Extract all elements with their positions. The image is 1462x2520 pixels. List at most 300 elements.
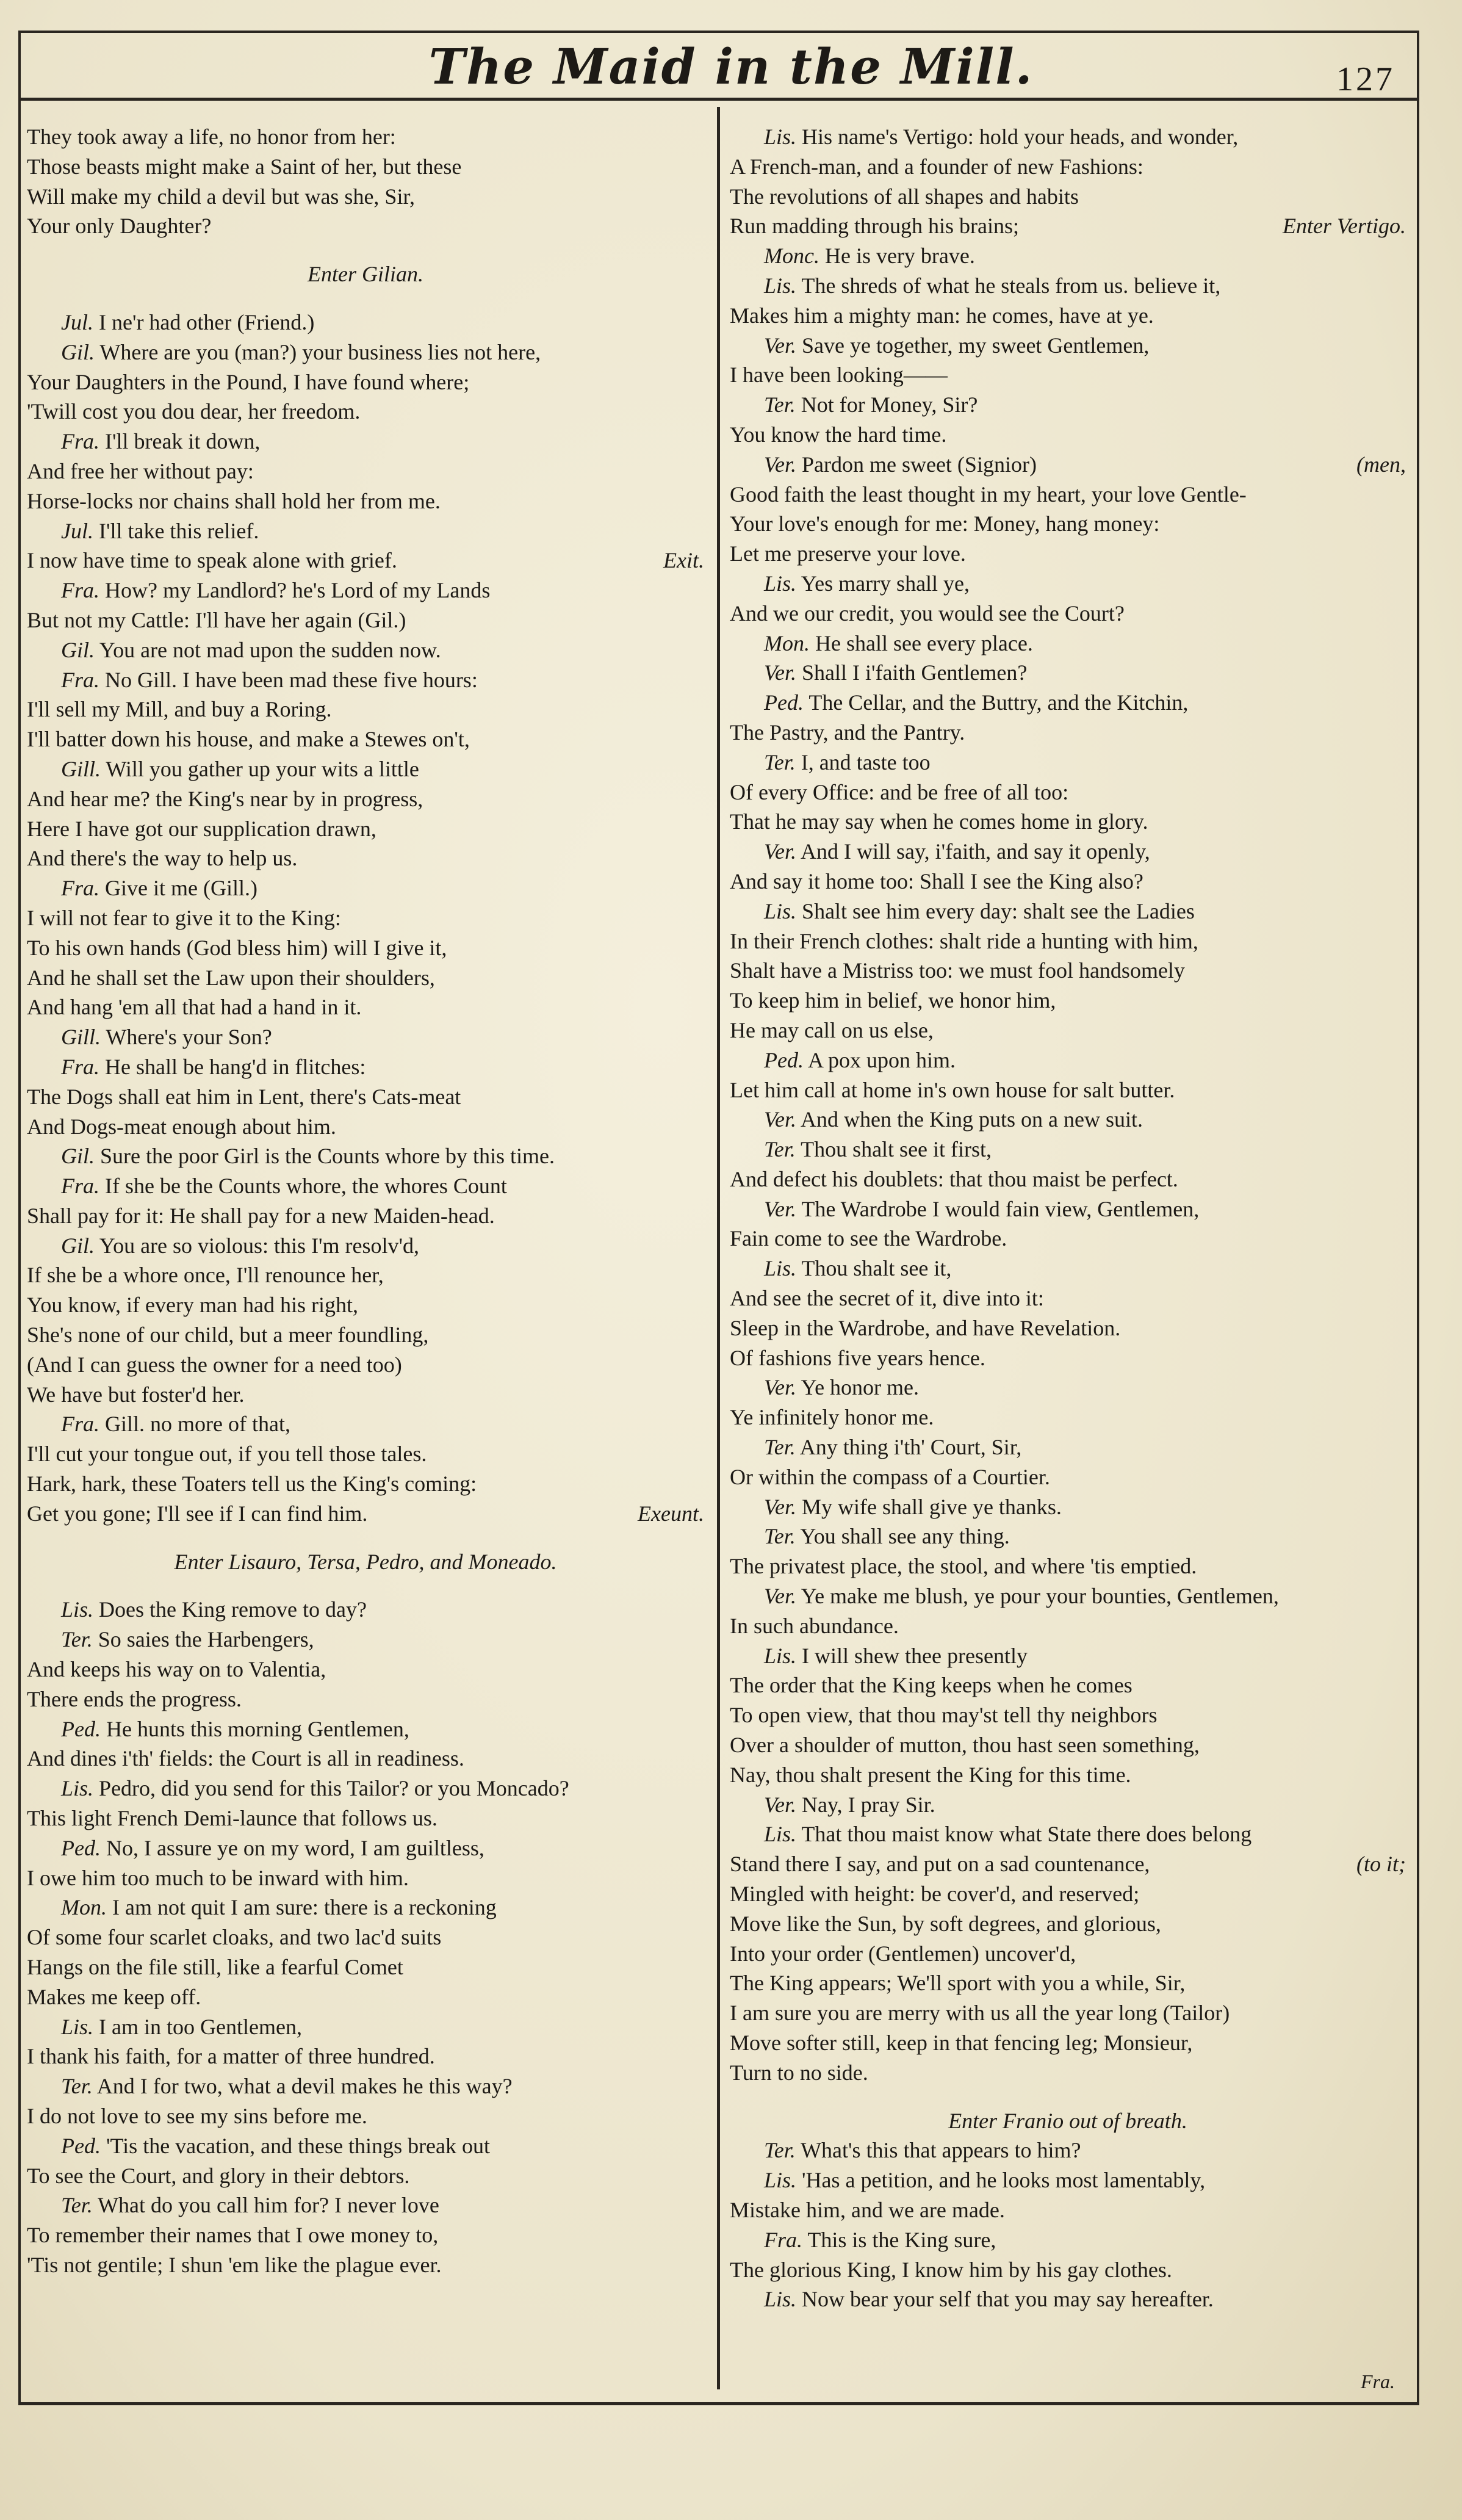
speech-line <box>27 873 704 903</box>
catchword: Fra. <box>1361 2370 1395 2392</box>
line-text: The Cellar, and the Buttry, and the Kitchin, <box>808 690 1189 715</box>
left-column <box>27 122 704 2280</box>
speaker-prefix: Mon. <box>764 630 810 655</box>
line-text: 'Has a petition, and he looks most lamentably, <box>802 2168 1206 2193</box>
verse-line <box>27 1082 704 1112</box>
speech-line <box>730 1522 1406 1551</box>
verse-line <box>27 182 704 212</box>
line-text: If she be the Counts whore, the whores Count <box>105 1174 507 1199</box>
verse-line <box>730 539 1406 569</box>
verse-line <box>27 1803 704 1833</box>
verse-line <box>730 1343 1406 1373</box>
verse-line <box>27 1982 704 2012</box>
line-text: My wife shall give ye thanks. <box>802 1494 1062 1519</box>
verse-line <box>730 1909 1406 1939</box>
verse-line <box>27 1290 704 1320</box>
verse-line <box>730 718 1406 748</box>
speaker-prefix: Gill. <box>61 756 101 781</box>
speech-line <box>730 748 1406 778</box>
line-text: I am not quit I am sure: there is a reckoning <box>112 1895 497 1920</box>
speaker-prefix: Lis. <box>61 1597 94 1622</box>
speaker-prefix: Gil. <box>61 339 95 364</box>
speaker-prefix: Lis. <box>764 1256 797 1281</box>
verse-line <box>27 1350 704 1380</box>
speaker-prefix: Fra. <box>61 667 99 692</box>
speech-line <box>730 1819 1406 1849</box>
line-text: You shall see any thing. <box>800 1524 1010 1549</box>
speaker-prefix: Fra. <box>61 1174 99 1199</box>
stage-direction <box>27 1547 704 1577</box>
verse-line <box>730 211 1406 241</box>
line-text: Save ye together, my sweet Gentlemen, <box>802 333 1150 358</box>
verse-line <box>27 1922 704 1952</box>
speaker-prefix: Ver. <box>764 1792 796 1817</box>
spacer <box>730 2088 1406 2106</box>
line-text: He may call on us else, <box>730 1017 934 1042</box>
verse-line <box>730 1016 1406 1045</box>
line-text: What's this that appears to him? <box>801 2138 1081 2163</box>
speaker-prefix: Lis. <box>61 1776 94 1801</box>
line-text: Into your order (Gentlemen) uncover'd, <box>730 1941 1076 1966</box>
line-text: Pedro, did you send for this Tailor? or you Moncado? <box>99 1776 569 1801</box>
speaker-prefix: Ver. <box>764 452 796 477</box>
line-text: The Wardrobe I would fain view, Gentlemen, <box>801 1196 1200 1221</box>
speech-line <box>730 271 1406 301</box>
line-text: I do not love to see my sins before me. <box>27 2104 367 2128</box>
verse-line <box>27 784 704 814</box>
speaker-prefix: Fra. <box>61 1412 99 1437</box>
speech-line <box>730 2284 1406 2314</box>
speaker-prefix: Fra. <box>61 578 99 603</box>
speaker-prefix: Ped. <box>61 1716 101 1741</box>
speaker-prefix: Ver. <box>764 1196 796 1221</box>
line-text: Shalt have a Mistriss too: we must fool handsomely <box>730 958 1185 983</box>
speech-line <box>27 338 704 367</box>
bottom-rule <box>18 2402 1419 2405</box>
speaker-prefix: Lis. <box>764 2287 797 2312</box>
line-text: Your Daughters in the Pound, I have found where; <box>27 369 470 394</box>
verse-line <box>730 2195 1406 2225</box>
verse-line <box>27 152 704 182</box>
verse-line <box>730 807 1406 837</box>
verse-line <box>27 1201 704 1231</box>
verse-line <box>27 2250 704 2280</box>
line-text: He hunts this morning Gentlemen, <box>106 1716 409 1741</box>
line-text: That he may say when he comes home in glory. <box>730 809 1148 834</box>
speech-line <box>730 2136 1406 2165</box>
right-note: (to it; <box>1356 1852 1406 1877</box>
speaker-prefix: Ver. <box>764 333 796 358</box>
stage-direction-text: Enter Gilian. <box>308 262 423 287</box>
line-text: To his own hands (God bless him) will I give it, <box>27 935 447 960</box>
line-text: He is very brave. <box>824 244 975 269</box>
line-text: Of every Office: and be free of all too: <box>730 779 1069 804</box>
speech-line <box>730 1641 1406 1671</box>
speaker-prefix: Ver. <box>764 1584 796 1609</box>
line-text: Thou shalt see it first, <box>801 1137 992 1162</box>
verse-line <box>730 2058 1406 2088</box>
line-text: The order that the King keeps when he comes <box>730 1673 1133 1698</box>
speaker-prefix: Ped. <box>764 1047 804 1072</box>
speaker-prefix: Lis. <box>764 1643 797 1668</box>
verse-line <box>27 1499 704 1529</box>
line-text: We have but foster'd her. <box>27 1382 245 1407</box>
verse-line <box>730 2255 1406 2285</box>
speech-line <box>730 1254 1406 1283</box>
speaker-prefix: Ter. <box>61 1627 93 1652</box>
speech-line <box>730 1105 1406 1135</box>
verse-line <box>730 1611 1406 1641</box>
line-text: The Dogs shall eat him in Lent, there's Cats-meat <box>27 1084 461 1109</box>
line-text: You are not mad upon the sudden now. <box>99 637 441 662</box>
verse-line <box>27 1320 704 1350</box>
verse-line <box>730 1075 1406 1105</box>
line-text: You are so violous: this I'm resolv'd, <box>99 1233 420 1258</box>
line-text: Ye honor me. <box>801 1375 920 1400</box>
stage-direction <box>27 259 704 289</box>
line-text: Sure the poor Girl is the Counts whore by this time. <box>100 1144 555 1169</box>
right-rule <box>1417 31 1419 2405</box>
line-text: The Pastry, and the Pantry. <box>730 720 965 745</box>
line-text: Horse-locks nor chains shall hold her from me. <box>27 488 441 513</box>
line-text: But not my Cattle: I'll have her again (Gil.) <box>27 607 406 632</box>
speech-line <box>27 2012 704 2042</box>
verse-line <box>730 1403 1406 1432</box>
verse-line <box>730 926 1406 956</box>
verse-line <box>730 2028 1406 2058</box>
speech-line <box>27 1625 704 1655</box>
line-text: I have been looking—— <box>730 363 948 388</box>
line-text: And when the King puts on a new suit. <box>801 1107 1143 1132</box>
line-text: Hangs on the file still, like a fearful Comet <box>27 1955 403 1980</box>
verse-line <box>730 599 1406 629</box>
verse-line <box>27 486 704 516</box>
line-text: Yes marry shall ye, <box>801 571 970 596</box>
line-text: Move softer still, keep in that fencing leg; Monsieur, <box>730 2031 1193 2055</box>
line-text: Give it me (Gill.) <box>105 876 257 901</box>
verse-line <box>27 963 704 993</box>
verse-line <box>27 2220 704 2250</box>
verse-line <box>730 1283 1406 1313</box>
line-text: There ends the progress. <box>27 1686 242 1711</box>
speaker-prefix: Jul. <box>61 518 93 543</box>
line-text: The shreds of what he steals from us. believe it, <box>801 273 1221 298</box>
verse-line <box>27 1655 704 1684</box>
verse-line <box>27 695 704 724</box>
verse-line <box>27 605 704 635</box>
line-text: Nay, thou shalt present the King for this time. <box>730 1762 1131 1787</box>
verse-line <box>730 986 1406 1016</box>
line-text: Hark, hark, these Toaters tell us the King's coming: <box>27 1471 477 1496</box>
line-text: Over a shoulder of mutton, thou hast seen something, <box>730 1733 1200 1758</box>
line-text: 'Tis not gentile; I shun 'em like the plague ever. <box>27 2252 442 2277</box>
verse-line <box>27 814 704 844</box>
line-text: I now have time to speak alone with grief. <box>27 548 397 573</box>
speaker-prefix: Lis. <box>764 125 797 149</box>
verse-line <box>730 182 1406 212</box>
verse-line <box>730 1879 1406 1909</box>
speaker-prefix: Ped. <box>61 2133 101 2158</box>
line-text: I'll break it down, <box>105 429 261 454</box>
line-text: Of fashions five years hence. <box>730 1345 985 1370</box>
line-text: Will you gather up your wits a little <box>106 756 419 781</box>
line-text: In such abundance. <box>730 1613 899 1638</box>
verse-line <box>27 1439 704 1469</box>
left-rule <box>18 31 21 2405</box>
header-rule <box>18 98 1419 101</box>
line-text: And keeps his way on to Valentia, <box>27 1657 326 1682</box>
verse-line <box>27 933 704 963</box>
line-text: That thou maist know what State there does belong <box>801 1822 1252 1847</box>
speaker-prefix: Ter. <box>764 749 796 774</box>
speaker-prefix: Gill. <box>61 1025 101 1050</box>
verse-line <box>27 724 704 754</box>
speech-line <box>27 516 704 546</box>
top-rule <box>18 31 1419 33</box>
line-text: He shall see every place. <box>815 630 1033 655</box>
speech-line <box>730 1194 1406 1224</box>
speaker-prefix: Ver. <box>764 839 796 864</box>
line-text: In their French clothes: shalt ride a hunting with him, <box>730 928 1198 953</box>
speech-line <box>730 1492 1406 1522</box>
speech-line <box>27 1774 704 1803</box>
speaker-prefix: Gil. <box>61 1233 95 1258</box>
speech-line <box>730 1373 1406 1403</box>
speaker-prefix: Monc. <box>764 244 819 269</box>
verse-line <box>27 397 704 427</box>
line-text: I'll cut your tongue out, if you tell those tales. <box>27 1442 427 1467</box>
speaker-prefix: Lis. <box>764 1822 797 1847</box>
speech-line <box>730 1790 1406 1820</box>
speech-line <box>730 629 1406 659</box>
line-text: Thou shalt see it, <box>801 1256 952 1281</box>
verse-line <box>730 1849 1406 1879</box>
verse-line <box>27 1380 704 1410</box>
line-text: Good faith the least thought in my heart, your love Gentle- <box>730 482 1247 507</box>
line-text: To remember their names that I owe money to, <box>27 2223 439 2248</box>
speaker-prefix: Ter. <box>764 2138 796 2163</box>
line-text: Now bear your self that you may say hereafter. <box>802 2287 1214 2312</box>
line-text: Makes him a mighty man: he comes, have at ye. <box>730 303 1154 328</box>
verse-line <box>730 509 1406 539</box>
speech-line <box>27 308 704 338</box>
line-text: Here I have got our supplication drawn, <box>27 816 376 841</box>
speaker-prefix: Ter. <box>61 2193 93 2218</box>
line-text: Move like the Sun, by soft degrees, and glorious, <box>730 1911 1161 1936</box>
speaker-prefix: Ter. <box>764 1137 796 1162</box>
line-text: I, and taste too <box>801 749 931 774</box>
verse-line <box>27 367 704 397</box>
line-text: Ye infinitely honor me. <box>730 1405 934 1430</box>
line-text: Turn to no side. <box>730 2060 868 2085</box>
verse-line <box>27 1952 704 1982</box>
line-text: He shall be hang'd in flitches: <box>105 1054 366 1079</box>
speaker-prefix: Mon. <box>61 1895 107 1920</box>
line-text: His name's Vertigo: hold your heads, and wonder, <box>802 125 1239 149</box>
verse-line <box>730 1700 1406 1730</box>
speech-line <box>27 1409 704 1439</box>
line-text: Shall pay for it: He shall pay for a new Maiden-head. <box>27 1203 495 1228</box>
verse-line <box>27 211 704 241</box>
speaker-prefix: Fra. <box>764 2227 802 2252</box>
speech-line <box>27 754 704 784</box>
speech-line <box>27 1714 704 1744</box>
line-text: I thank his faith, for a matter of three hundred. <box>27 2044 435 2069</box>
running-title: The Maid in the Mill. <box>428 38 1034 95</box>
speaker-prefix: Ver. <box>764 1375 796 1400</box>
line-text: Shalt see him every day: shalt see the Ladies <box>802 898 1195 923</box>
right-column <box>730 122 1406 2314</box>
line-text: Where are you (man?) your business lies not here, <box>99 339 541 364</box>
line-text: The King appears; We'll sport with you a while, Sir, <box>730 1971 1186 1996</box>
speech-line <box>27 1171 704 1201</box>
speech-line <box>730 241 1406 271</box>
line-text: And he shall set the Law upon their shoulders, <box>27 965 435 990</box>
line-text: Your love's enough for me: Money, hang money: <box>730 511 1160 536</box>
line-text: I will not fear to give it to the King: <box>27 905 341 930</box>
speech-line <box>730 2225 1406 2255</box>
speech-line <box>27 1231 704 1261</box>
page-number: 127 <box>1336 60 1395 98</box>
spacer <box>27 1529 704 1547</box>
speaker-prefix: Ver. <box>764 1107 796 1132</box>
line-text: 'Tis the vacation, and these things break out <box>106 2133 491 2158</box>
line-text: Those beasts might make a Saint of her, but these <box>27 154 462 179</box>
verse-line <box>27 2161 704 2191</box>
verse-line <box>27 903 704 933</box>
line-text: And free her without pay: <box>27 458 254 483</box>
verse-line <box>27 1469 704 1499</box>
verse-line <box>27 1260 704 1290</box>
speech-line <box>730 569 1406 599</box>
speech-line <box>730 1432 1406 1462</box>
verse-line <box>27 843 704 873</box>
line-text: And see the secret of it, dive into it: <box>730 1286 1044 1311</box>
line-text: A pox upon him. <box>807 1047 956 1072</box>
speaker-prefix: Ped. <box>764 690 804 715</box>
speech-line <box>730 897 1406 926</box>
line-text: Of some four scarlet cloaks, and two lac'd suits <box>27 1925 442 1950</box>
speech-line <box>27 2131 704 2161</box>
verse-line <box>730 420 1406 450</box>
spacer <box>27 1576 704 1595</box>
speech-line <box>730 837 1406 867</box>
column-divider <box>717 107 720 2389</box>
line-text: And defect his doublets: that thou maist be perfect. <box>730 1166 1178 1191</box>
right-note: (men, <box>1356 452 1406 477</box>
line-text: They took away a life, no honor from her: <box>27 125 396 149</box>
line-text: What do you call him for? I never love <box>98 2193 439 2218</box>
speaker-prefix: Fra. <box>61 1054 99 1079</box>
speaker-prefix: Ter. <box>764 392 796 417</box>
line-text: I am in too Gentlemen, <box>99 2014 302 2039</box>
speaker-prefix: Lis. <box>764 571 797 596</box>
line-text: Let him call at home in's own house for salt butter. <box>730 1077 1175 1102</box>
speech-line <box>730 1581 1406 1611</box>
line-text: Does the King remove to day? <box>99 1597 367 1622</box>
verse-line <box>27 1744 704 1774</box>
line-text: To open view, that thou may'st tell thy neighbors <box>730 1703 1158 1728</box>
line-text: Any thing i'th' Court, Sir, <box>799 1435 1022 1460</box>
speaker-prefix: Fra. <box>61 429 99 454</box>
line-text: So saies the Harbengers, <box>98 1627 314 1652</box>
line-text: And I for two, what a devil makes he this way? <box>96 2074 513 2099</box>
verse-line <box>730 1551 1406 1581</box>
right-note: Enter Vertigo. <box>1283 214 1406 239</box>
line-text: And we our credit, you would see the Court? <box>730 601 1125 626</box>
verse-line <box>27 2101 704 2131</box>
verse-line <box>730 1998 1406 2028</box>
line-text: And I will say, i'faith, and say it openly, <box>801 839 1150 864</box>
right-note: Exeunt. <box>638 1501 704 1526</box>
line-text: Mingled with height: be cover'd, and reserved; <box>730 1882 1140 1907</box>
speaker-prefix: Lis. <box>764 898 797 923</box>
speaker-prefix: Ver. <box>764 660 796 685</box>
line-text: Fain come to see the Wardrobe. <box>730 1226 1007 1251</box>
line-text: Ye make me blush, ye pour your bounties, Gentlemen, <box>801 1584 1279 1609</box>
verse-line <box>27 2042 704 2071</box>
speech-line <box>27 635 704 665</box>
speaker-prefix: Lis. <box>61 2014 94 2039</box>
speech-line <box>27 2190 704 2220</box>
line-text: I'll take this relief. <box>98 518 259 543</box>
verse-line <box>730 1670 1406 1700</box>
verse-line <box>730 1760 1406 1790</box>
line-text: And Dogs-meat enough about him. <box>27 1114 336 1139</box>
line-text: And hear me? the King's near by in progress, <box>27 786 423 811</box>
line-text: And there's the way to help us. <box>27 846 298 871</box>
speaker-prefix: Lis. <box>764 2168 797 2193</box>
verse-line <box>27 546 704 576</box>
verse-line <box>730 1730 1406 1760</box>
line-text: And hang 'em all that had a hand in it. <box>27 995 362 1020</box>
speech-line <box>730 2165 1406 2195</box>
line-text: Nay, I pray Sir. <box>802 1792 935 1817</box>
line-text: Not for Money, Sir? <box>801 392 978 417</box>
stage-direction-text: Enter Franio out of breath. <box>948 2108 1187 2133</box>
speaker-prefix: Gil. <box>61 1144 95 1169</box>
speaker-prefix: Fra. <box>61 876 99 901</box>
line-text: 'Twill cost you dou dear, her freedom. <box>27 399 361 424</box>
verse-line <box>730 1313 1406 1343</box>
verse-line <box>730 867 1406 897</box>
line-text: Where's your Son? <box>106 1025 272 1050</box>
verse-line <box>730 1224 1406 1254</box>
line-text: Gill. no more of that, <box>105 1412 290 1437</box>
line-text: Or within the compass of a Courtier. <box>730 1464 1050 1489</box>
line-text: (And I can guess the owner for a need too) <box>27 1352 402 1377</box>
line-text: No, I assure ye on my word, I am guiltless, <box>106 1835 484 1860</box>
line-text: This is the King sure, <box>807 2227 996 2252</box>
stage-direction <box>730 2106 1406 2136</box>
line-text: Makes me keep off. <box>27 1984 201 2009</box>
speech-line <box>730 450 1406 480</box>
verse-line <box>27 992 704 1022</box>
speech-line <box>27 665 704 695</box>
line-text: Run madding through his brains; <box>730 214 1019 239</box>
verse-line <box>27 122 704 152</box>
verse-line <box>27 1863 704 1893</box>
line-text: Shall I i'faith Gentlemen? <box>802 660 1028 685</box>
line-text: You know, if every man had his right, <box>27 1293 358 1318</box>
line-text: To keep him in belief, we honor him, <box>730 988 1056 1013</box>
verse-line <box>730 1462 1406 1492</box>
line-text: If she be a whore once, I'll renounce her, <box>27 1263 384 1288</box>
verse-line <box>730 480 1406 510</box>
line-text: Your only Daughter? <box>27 214 212 239</box>
speaker-prefix: Gil. <box>61 637 95 662</box>
line-text: Mistake him, and we are made. <box>730 2197 1005 2222</box>
